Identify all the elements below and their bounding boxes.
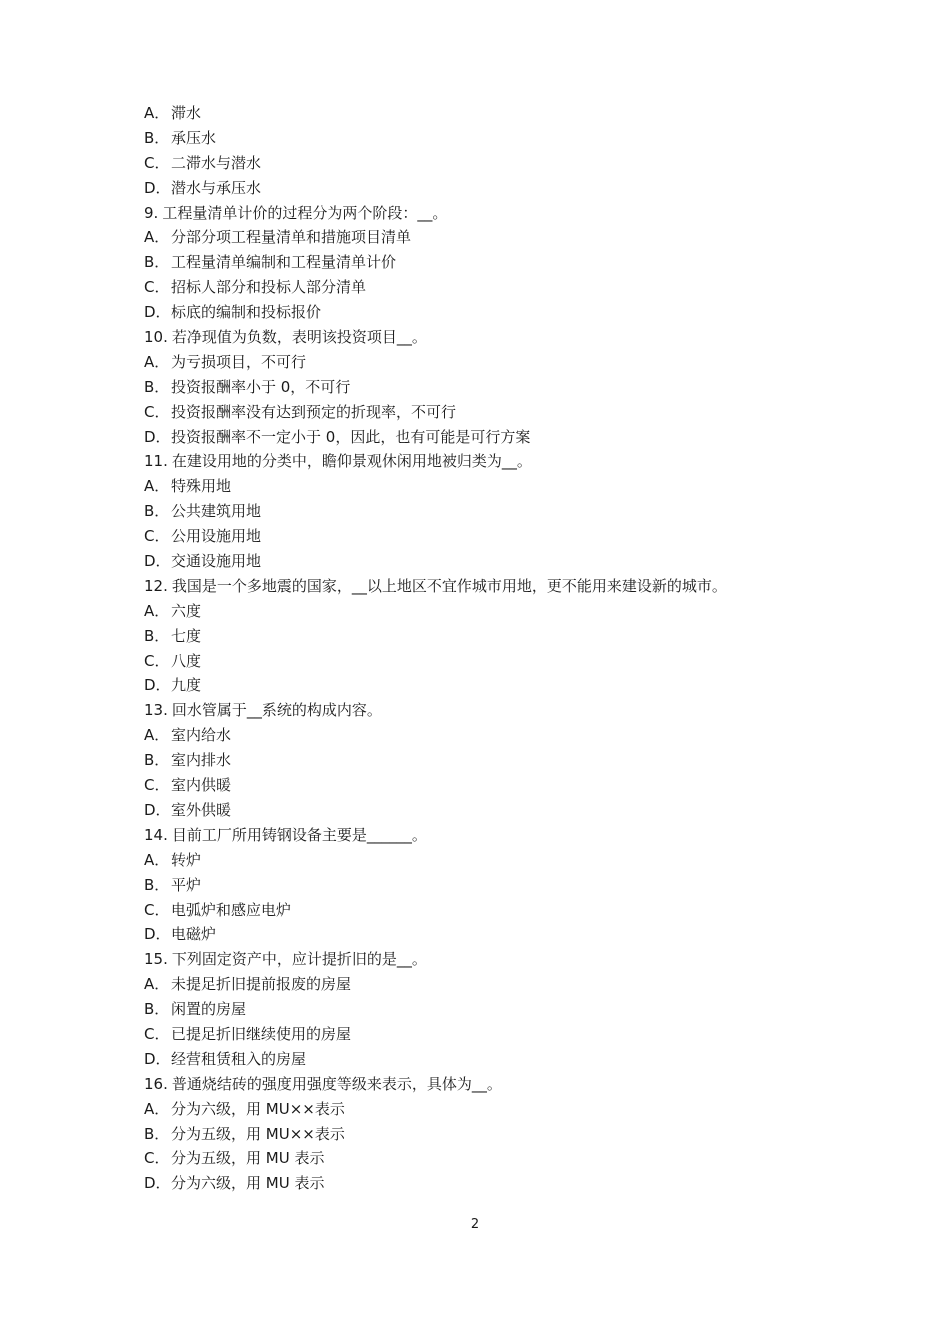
option-key: A． [144, 1099, 170, 1118]
question-number: 11. [144, 452, 168, 471]
option-key: C． [144, 651, 170, 670]
option-line [144, 400, 844, 425]
option-line [144, 848, 844, 873]
option-key: D． [144, 925, 171, 944]
option-key: A． [144, 477, 170, 496]
option-text: 承压水 [171, 128, 217, 147]
question-stem [144, 201, 844, 226]
option-key: D． [144, 1049, 171, 1068]
question-text: 回水管属于__系统的构成内容。 [171, 701, 382, 720]
option-line [144, 599, 844, 624]
question-text: 在建设用地的分类中，瞻仰景观休闲用地被归类为__。 [171, 452, 532, 471]
option-line [144, 873, 844, 898]
question-number: 12. [144, 576, 168, 595]
option-text: 二滞水与潜水 [171, 153, 262, 172]
option-key: B． [144, 1124, 170, 1143]
option-key: C． [144, 278, 170, 297]
option-line [144, 1097, 844, 1122]
option-key: C． [144, 402, 170, 421]
option-text: 交通设施用地 [171, 552, 262, 571]
option-text: 电弧炉和感应电炉 [171, 900, 292, 919]
option-key: D． [144, 178, 171, 197]
option-text: 平炉 [171, 875, 202, 894]
option-key: A． [144, 850, 170, 869]
option-text: 分为六级，用 MU××表示 [171, 1099, 345, 1118]
option-key: A． [144, 601, 170, 620]
option-text: 为亏损项目，不可行 [171, 352, 307, 371]
option-text: 分为六级，用 MU 表示 [171, 1174, 325, 1193]
option-line [144, 225, 844, 250]
option-line [144, 300, 844, 325]
option-key: A． [144, 228, 170, 247]
option-line [144, 723, 844, 748]
option-key: B． [144, 377, 170, 396]
option-key: B． [144, 502, 170, 521]
option-line [144, 1022, 844, 1047]
option-key: B． [144, 1000, 170, 1019]
question-text: 工程量清单计价的过程分为两个阶段：__。 [162, 203, 448, 222]
option-key: B． [144, 751, 170, 770]
option-text: 室内给水 [171, 726, 232, 745]
question-number: 16. [144, 1074, 168, 1093]
question-stem [144, 325, 844, 350]
option-line [144, 250, 844, 275]
option-line [144, 425, 844, 450]
question-text: 目前工厂所用铸钢设备主要是______。 [171, 825, 427, 844]
option-line [144, 798, 844, 823]
option-line [144, 624, 844, 649]
option-text: 特殊用地 [171, 477, 232, 496]
option-key: D． [144, 676, 171, 695]
option-line [144, 126, 844, 151]
option-key: C． [144, 776, 170, 795]
option-text: 投资报酬率不一定小于 0，因此，也有可能是可行方案 [171, 427, 531, 446]
option-key: D． [144, 552, 171, 571]
option-line [144, 1122, 844, 1147]
option-key: D． [144, 427, 171, 446]
question-text: 我国是一个多地震的国家，__以上地区不宜作城市用地，更不能用来建设新的城市。 [171, 576, 727, 595]
option-line [144, 375, 844, 400]
option-text: 投资报酬率没有达到预定的折现率，不可行 [171, 402, 457, 421]
question-stem [144, 823, 844, 848]
option-line [144, 972, 844, 997]
option-text: 室内排水 [171, 751, 232, 770]
option-text: 七度 [171, 626, 202, 645]
question-number: 10. [144, 328, 168, 347]
option-line [144, 997, 844, 1022]
question-text: 若净现值为负数，表明该投资项目__。 [171, 328, 427, 347]
option-line [144, 649, 844, 674]
question-stem [144, 1072, 844, 1097]
option-text: 分为五级，用 MU 表示 [171, 1149, 325, 1168]
option-key: A． [144, 104, 170, 122]
option-text: 潜水与承压水 [171, 178, 262, 197]
question-number: 14. [144, 825, 168, 844]
option-text: 电磁炉 [171, 925, 217, 944]
question-number: 13. [144, 701, 168, 720]
option-text: 工程量清单编制和工程量清单计价 [171, 253, 397, 272]
option-line [144, 898, 844, 923]
option-key: A． [144, 975, 170, 994]
option-key: A． [144, 352, 170, 371]
option-text: 转炉 [171, 850, 202, 869]
option-line [144, 1146, 844, 1171]
option-line [144, 350, 844, 375]
option-text: 公用设施用地 [171, 527, 262, 546]
option-text: 分为五级，用 MU××表示 [171, 1124, 345, 1143]
question-stem [144, 947, 844, 972]
page-number: 2 [470, 1217, 480, 1232]
option-line [144, 151, 844, 176]
question-stem [144, 449, 844, 474]
option-key: C． [144, 1024, 170, 1043]
option-line [144, 922, 844, 947]
option-line [144, 524, 844, 549]
option-key: C． [144, 153, 170, 172]
option-key: C． [144, 1149, 170, 1168]
option-key: C． [144, 527, 170, 546]
option-key: B． [144, 128, 170, 147]
option-key: A． [144, 726, 170, 745]
option-text: 滞水 [171, 104, 202, 122]
option-line [144, 101, 844, 126]
option-line [144, 275, 844, 300]
option-text: 室内供暖 [171, 776, 232, 795]
option-key: B． [144, 875, 170, 894]
question-number: 9. [144, 203, 159, 222]
option-text: 投资报酬率小于 0，不可行 [171, 377, 351, 396]
option-line [144, 748, 844, 773]
option-text: 招标人部分和投标人部分清单 [171, 278, 367, 297]
option-line [144, 499, 844, 524]
option-key: B． [144, 626, 170, 645]
option-text: 六度 [171, 601, 202, 620]
option-text: 室外供暖 [171, 800, 232, 819]
option-text: 闲置的房屋 [171, 1000, 247, 1019]
option-line [144, 1171, 844, 1196]
option-text: 经营租赁租入的房屋 [171, 1049, 307, 1068]
option-key: D． [144, 303, 171, 322]
option-line [144, 673, 844, 698]
option-key: C． [144, 900, 170, 919]
question-list [144, 101, 844, 1196]
question-number: 15. [144, 950, 168, 969]
option-key: D． [144, 1174, 171, 1193]
option-line [144, 773, 844, 798]
option-text: 已提足折旧继续使用的房屋 [171, 1024, 352, 1043]
question-text: 普通烧结砖的强度用强度等级来表示，具体为__。 [171, 1074, 502, 1093]
option-key: B． [144, 253, 170, 272]
question-text: 下列固定资产中，应计提折旧的是__。 [171, 950, 427, 969]
option-line [144, 1047, 844, 1072]
option-text: 公共建筑用地 [171, 502, 262, 521]
option-line [144, 549, 844, 574]
question-stem [144, 574, 844, 599]
option-text: 九度 [171, 676, 202, 695]
option-line [144, 474, 844, 499]
option-text: 标底的编制和投标报价 [171, 303, 322, 322]
option-text: 分部分项工程量清单和措施项目清单 [171, 228, 412, 247]
option-text: 未提足折旧提前报废的房屋 [171, 975, 352, 994]
option-key: D． [144, 800, 171, 819]
option-text: 八度 [171, 651, 202, 670]
question-stem [144, 698, 844, 723]
option-line [144, 176, 844, 201]
